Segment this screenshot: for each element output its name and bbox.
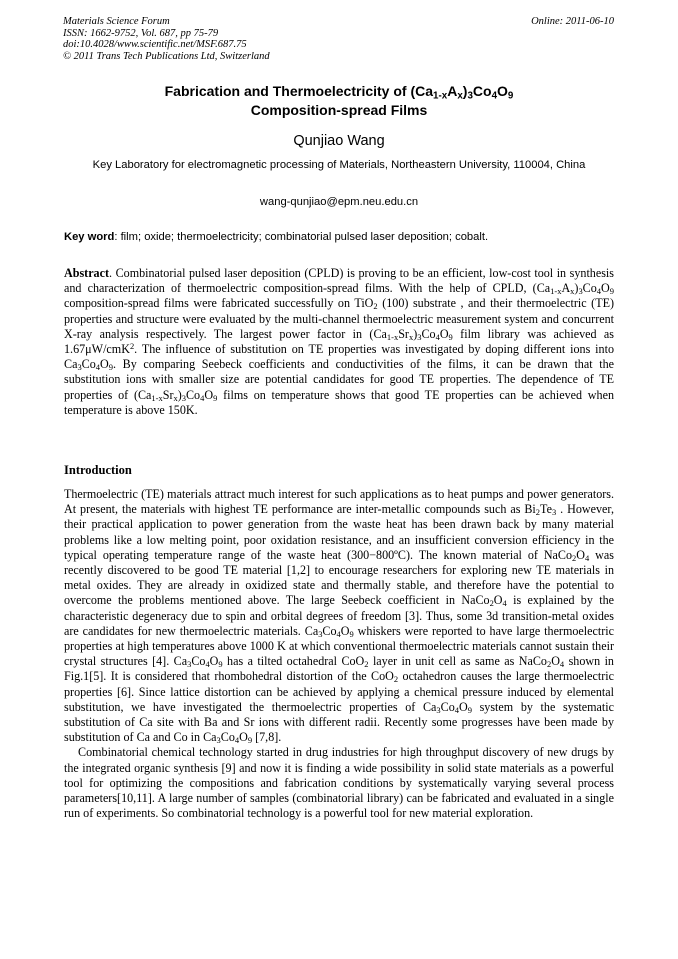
intro-paragraph-2: Combinatorial chemical technology started in drug industries for high throughput discovery of new drugs by the integrated organic synthesis [9] and now it is finding a wide possibility in solid state materials as a powerful tool for optimizing the compositions and fabrication conditions by systematically varying several process parameters[10,11]. A large number of samples (combinatorial library) can be fabricated and evaluated in a single run of experiments. So combinatorial technology is a powerful tool for new material exploration. bbox=[64, 745, 614, 821]
keywords bbox=[64, 230, 616, 244]
affiliation: Key Laboratory for electromagnetic processing of Materials, Northeastern University, 110004, China bbox=[92, 159, 586, 171]
copyright-line: © 2011 Trans Tech Publications Ltd, Switzerland bbox=[63, 50, 270, 62]
keywords-label: Key word bbox=[64, 231, 115, 243]
journal-name: Materials Science Forum bbox=[63, 16, 170, 27]
intro-paragraph-1: Thermoelectric (TE) materials attract much interest for such applications as to heat pumps and power generators. At present, the materials with highest TE performance are inter-metallic compounds such as $Bi_2Te_3$ . However, their practical application to power generation from the waste heat has been drawn back by many material problems like a low melting point, poor oxidation resistance, and an insufficient conversion efficiency in the typical operating temperature range of the waste heat (300−800ºC). The known material of $NaCo_2O_4$ was recently discovered to be good TE material [1,2] to encourage researchers for exploring new TE materials in metal oxides. They are already in oxidized state and thermally stable, and therefore have the potential to overcome the problems mentioned above. The large Seebeck coefficient in $NaCo_2O_4$ is explained by the characteristic degeneracy due to spin and orbital degrees of freedom [3]. Thus, some 3d transition-metal oxides are candidates for new thermoelectric materials. $Ca_3Co_4O_9$ whiskers were reported to have large thermoelectric properties at high temperatures above 1000 K at which conventional thermoelectric materials cannot sustain their crystal structures [4]. $Ca_3Co_4O_9$ has a tilted octahedral CoO$_2$ layer in unit cell as same as $NaCo_2O_4$ shown in Fig.1[5]. It is considered that rhombohedral distortion of the CoO$_2$ octahedron causes the large thermoelectric properties [6]. Since lattice distortion can be achieved by applying a chemical pressure induced by elemental substitution, we have investigated the thermoelectric properties of $Ca_3Co_4O_9$ system by the systematic substitution of Ca site with Ba and Sr ions with different radii. Recently some progresses have been made by substitution of Ca and Co in $Ca_3Co_4O_9$ [7,8]. bbox=[64, 487, 614, 746]
section-heading-introduction: Introduction bbox=[64, 463, 132, 477]
doi-line: doi:10.4028/www.scientific.net/MSF.687.75 bbox=[63, 39, 247, 50]
paper-title-line2: Composition-spread Films bbox=[250, 102, 428, 118]
author-name: Qunjiao Wang bbox=[293, 133, 385, 149]
introduction-body bbox=[64, 487, 614, 821]
online-date: Online: 2011-06-10 bbox=[531, 16, 614, 27]
abstract: Abstract. Combinatorial pulsed laser deposition (CPLD) is proving to be an efficient, low-cost tool in synthesis and characterization of thermoelectric composition-spread films. With the help of CPLD, $(Ca_{1-x}A_x)_3Co_4O_9$ composition-spread films were fabricated successfully on TiO$_2$ (100) substrate , and their thermoelectric (TE) properties and structure were evaluated by the multi-channel thermoelectric measurement system and concurrent X-ray analysis respectively. The largest power factor in $(Ca_{1-x}Sr_x)_3Co_4O_9$ film library was achieved as 1.67μW/cmK$^2$. The influence of substitution on TE properties was investigated by doping different ions into $Ca_3Co_4O_9$. By comparing Seebeck coefficients and conductivities of the films, it can be drawn that the substitution ions with smaller size are potential candidates for good TE properties. The dependence of TE properties of $(Ca_{1-x}Sr_x)_3Co_4O_9$ films on temperature shows that good TE properties can be achieved when temperature is above 150K. bbox=[64, 266, 614, 417]
journal-metadata bbox=[63, 16, 270, 62]
paper-title: Fabrication and Thermoelectricity of $(Ca_{1-x}A_x)_3Co_4O_9$ Composition-spread Films bbox=[164, 83, 514, 118]
abstract-label: Abstract bbox=[64, 266, 110, 280]
issn-line: ISSN: 1662-9752, Vol. 687, pp 75-79 bbox=[63, 27, 219, 39]
author-email: wang-qunjiao@epm.neu.edu.cn bbox=[259, 196, 419, 208]
keywords-text: : film; oxide; thermoelectricity; combinatorial pulsed laser deposition; cobalt. bbox=[114, 231, 489, 243]
